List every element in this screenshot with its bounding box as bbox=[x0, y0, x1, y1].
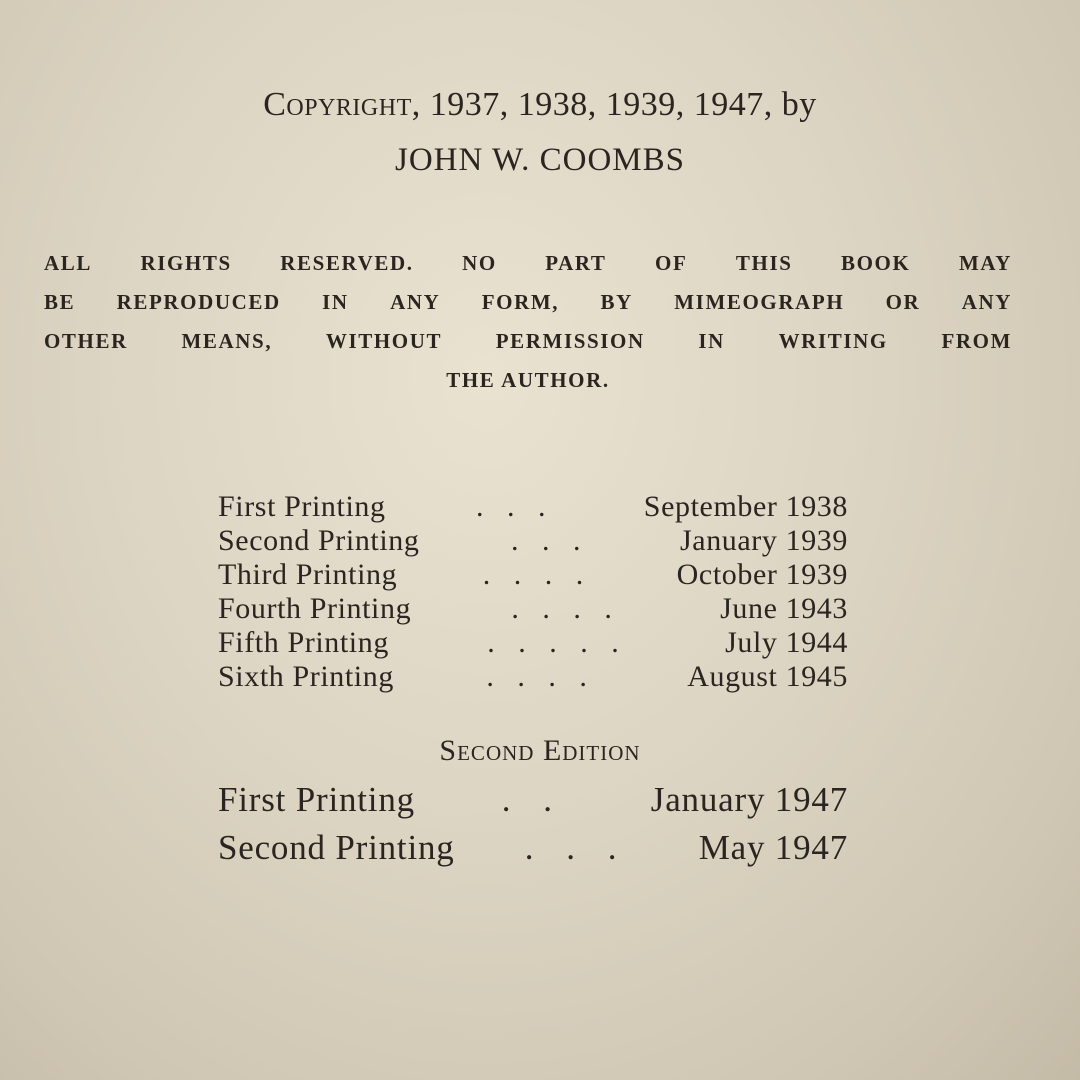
printing-label: Second Printing bbox=[218, 828, 455, 867]
printing-label: Fifth Printing bbox=[218, 626, 389, 659]
leader-dots: . . . bbox=[511, 524, 589, 557]
first-edition-printings bbox=[218, 490, 848, 694]
printing-date: October 1939 bbox=[676, 558, 848, 591]
rights-word: ALL bbox=[44, 251, 92, 275]
printing-row bbox=[218, 660, 848, 694]
printing-date: August 1945 bbox=[687, 660, 848, 693]
rights-word: RESERVED. bbox=[280, 251, 414, 275]
rights-word: MIMEOGRAPH bbox=[674, 290, 845, 314]
printing-label: First Printing bbox=[218, 780, 415, 819]
printing-date: May 1947 bbox=[698, 828, 848, 867]
leader-dots: . . . . bbox=[482, 558, 592, 591]
printing-label: Third Printing bbox=[218, 558, 398, 591]
rights-word: NO bbox=[462, 251, 497, 275]
copyright-line bbox=[0, 86, 1080, 124]
rights-word: OF bbox=[655, 251, 688, 275]
printing-date: June 1943 bbox=[720, 592, 848, 625]
leader-dots: . . . . bbox=[486, 660, 595, 693]
rights-word: ANY bbox=[961, 290, 1012, 314]
printing-date: September 1938 bbox=[643, 490, 848, 523]
rights-word: FORM, bbox=[481, 290, 560, 314]
rights-word: BY bbox=[600, 290, 633, 314]
rights-word: REPRODUCED bbox=[116, 290, 281, 314]
rights-notice bbox=[44, 244, 1012, 400]
rights-word: FROM bbox=[941, 329, 1012, 353]
leader-dots: . . . bbox=[524, 828, 629, 867]
rights-line bbox=[44, 283, 1012, 322]
rights-word: PART bbox=[545, 251, 607, 275]
printing-row bbox=[218, 490, 848, 524]
rights-word: MEANS, bbox=[181, 329, 273, 353]
rights-word: OR bbox=[885, 290, 921, 314]
rights-word: BOOK bbox=[841, 251, 911, 275]
printing-row bbox=[218, 626, 848, 660]
printing-label: Fourth Printing bbox=[218, 592, 412, 625]
rights-line bbox=[44, 361, 1012, 400]
printing-date: January 1947 bbox=[650, 780, 848, 819]
rights-word: RIGHTS bbox=[140, 251, 232, 275]
rights-word: IN bbox=[322, 290, 349, 314]
leader-dots: . . . . . bbox=[487, 626, 627, 659]
printing-date: July 1944 bbox=[725, 626, 848, 659]
printing-row bbox=[218, 780, 848, 828]
leader-dots: . . bbox=[501, 780, 564, 819]
rights-word: IN bbox=[698, 329, 725, 353]
author-name: JOHN W. COOMBS bbox=[395, 142, 685, 178]
rights-line bbox=[44, 244, 1012, 283]
leader-dots: . . . bbox=[475, 490, 554, 523]
printing-row bbox=[218, 828, 848, 876]
rights-word: ANY bbox=[390, 290, 441, 314]
rights-word: THE AUTHOR. bbox=[446, 368, 610, 392]
rights-word: WRITING bbox=[778, 329, 888, 353]
printing-row bbox=[218, 524, 848, 558]
rights-word: PERMISSION bbox=[495, 329, 645, 353]
rights-word: WITHOUT bbox=[325, 329, 443, 353]
second-edition-printings bbox=[218, 780, 848, 876]
leader-dots: . . . . bbox=[511, 592, 620, 625]
printing-label: First Printing bbox=[218, 490, 386, 523]
rights-word: MAY bbox=[958, 251, 1012, 275]
printing-label: Sixth Printing bbox=[218, 660, 394, 693]
rights-word: BE bbox=[44, 290, 76, 314]
printing-label: Second Printing bbox=[218, 524, 420, 557]
second-edition-heading: Second Edition bbox=[439, 734, 641, 767]
printing-row bbox=[218, 558, 848, 592]
printing-row bbox=[218, 592, 848, 626]
printing-date: January 1939 bbox=[680, 524, 848, 557]
copyright-prefix: Copyright, bbox=[263, 86, 421, 123]
copyright-years: 1937, 1938, 1939, 1947, by bbox=[429, 86, 817, 123]
rights-word: OTHER bbox=[44, 329, 128, 353]
rights-line bbox=[44, 322, 1012, 361]
rights-word: THIS bbox=[735, 251, 793, 275]
